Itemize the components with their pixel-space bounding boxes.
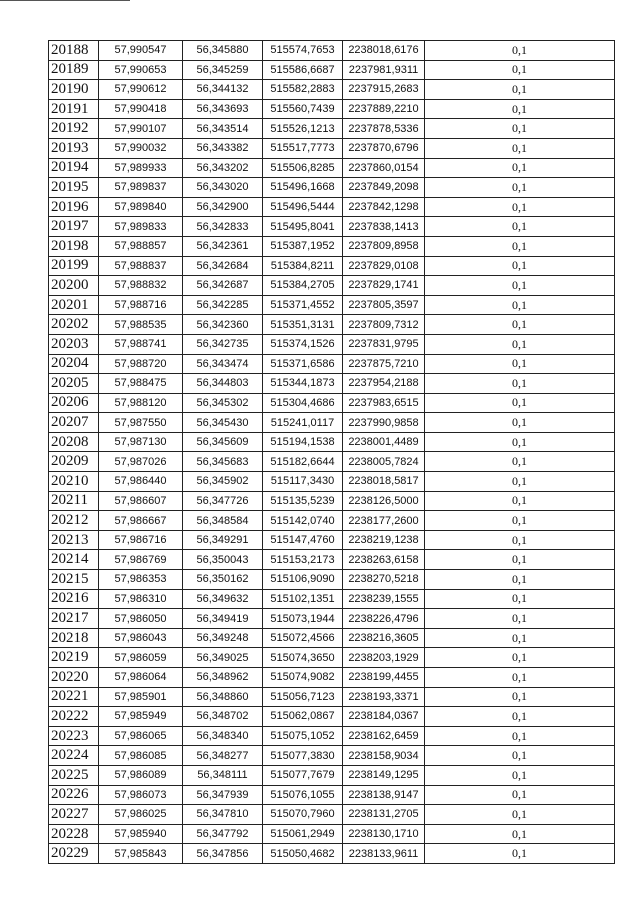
x-coordinate-cell: 515076,1055 — [263, 785, 343, 805]
latitude-cell: 57,986059 — [99, 648, 183, 668]
x-coordinate-cell: 515056,7123 — [263, 687, 343, 707]
longitude-cell: 56,348584 — [183, 511, 263, 531]
accuracy-cell: 0,1 — [425, 746, 615, 766]
y-coordinate-cell: 2237805,3597 — [343, 295, 425, 315]
point-number-cell: 20224 — [49, 746, 99, 766]
accuracy-cell: 0,1 — [425, 413, 615, 433]
x-coordinate-cell: 515526,1213 — [263, 119, 343, 139]
table-row — [49, 668, 615, 688]
y-coordinate-cell: 2237849,2098 — [343, 178, 425, 198]
table-row — [49, 687, 615, 707]
y-coordinate-cell: 2237915,2683 — [343, 80, 425, 100]
y-coordinate-cell: 2237842,1298 — [343, 197, 425, 217]
latitude-cell: 57,988741 — [99, 334, 183, 354]
latitude-cell: 57,986716 — [99, 530, 183, 550]
y-coordinate-cell: 2238239,1555 — [343, 589, 425, 609]
longitude-cell: 56,347726 — [183, 491, 263, 511]
latitude-cell: 57,986667 — [99, 511, 183, 531]
x-coordinate-cell: 515496,5444 — [263, 197, 343, 217]
x-coordinate-cell: 515074,3650 — [263, 648, 343, 668]
table-row — [49, 99, 615, 119]
point-number-cell: 20199 — [49, 256, 99, 276]
point-number-cell: 20198 — [49, 236, 99, 256]
accuracy-cell: 0,1 — [425, 41, 615, 61]
accuracy-cell: 0,1 — [425, 393, 615, 413]
y-coordinate-cell: 2238149,1295 — [343, 765, 425, 785]
latitude-cell: 57,989833 — [99, 217, 183, 237]
x-coordinate-cell: 515574,7653 — [263, 41, 343, 61]
y-coordinate-cell: 2238138,9147 — [343, 785, 425, 805]
longitude-cell: 56,342360 — [183, 315, 263, 335]
point-number-cell: 20209 — [49, 452, 99, 472]
x-coordinate-cell: 515384,8211 — [263, 256, 343, 276]
latitude-cell: 57,986769 — [99, 550, 183, 570]
y-coordinate-cell: 2237983,6515 — [343, 393, 425, 413]
accuracy-cell: 0,1 — [425, 374, 615, 394]
longitude-cell: 56,342900 — [183, 197, 263, 217]
table-row — [49, 393, 615, 413]
accuracy-cell: 0,1 — [425, 80, 615, 100]
x-coordinate-cell: 515496,1668 — [263, 178, 343, 198]
latitude-cell: 57,985940 — [99, 824, 183, 844]
longitude-cell: 56,345683 — [183, 452, 263, 472]
latitude-cell: 57,988832 — [99, 276, 183, 296]
longitude-cell: 56,348962 — [183, 668, 263, 688]
coordinates-table — [48, 40, 615, 864]
longitude-cell: 56,342687 — [183, 276, 263, 296]
y-coordinate-cell: 2238162,6459 — [343, 726, 425, 746]
accuracy-cell: 0,1 — [425, 452, 615, 472]
latitude-cell: 57,987550 — [99, 413, 183, 433]
table-row — [49, 256, 615, 276]
point-number-cell: 20206 — [49, 393, 99, 413]
y-coordinate-cell: 2238203,1929 — [343, 648, 425, 668]
x-coordinate-cell: 515560,7439 — [263, 99, 343, 119]
y-coordinate-cell: 2238184,0367 — [343, 707, 425, 727]
y-coordinate-cell: 2237889,2210 — [343, 99, 425, 119]
table-row — [49, 41, 615, 61]
point-number-cell: 20202 — [49, 315, 99, 335]
accuracy-cell: 0,1 — [425, 530, 615, 550]
latitude-cell: 57,986607 — [99, 491, 183, 511]
accuracy-cell: 0,1 — [425, 707, 615, 727]
latitude-cell: 57,988857 — [99, 236, 183, 256]
y-coordinate-cell: 2238219,1238 — [343, 530, 425, 550]
point-number-cell: 20227 — [49, 805, 99, 825]
y-coordinate-cell: 2237829,1741 — [343, 276, 425, 296]
table-row — [49, 550, 615, 570]
table-row — [49, 119, 615, 139]
point-number-cell: 20229 — [49, 844, 99, 864]
table-row — [49, 844, 615, 864]
table-row — [49, 589, 615, 609]
table-row — [49, 628, 615, 648]
point-number-cell: 20188 — [49, 41, 99, 61]
x-coordinate-cell: 515371,4552 — [263, 295, 343, 315]
point-number-cell: 20208 — [49, 432, 99, 452]
longitude-cell: 56,342361 — [183, 236, 263, 256]
latitude-cell: 57,986440 — [99, 472, 183, 492]
longitude-cell: 56,345259 — [183, 60, 263, 80]
latitude-cell: 57,990107 — [99, 119, 183, 139]
table-row — [49, 746, 615, 766]
point-number-cell: 20201 — [49, 295, 99, 315]
accuracy-cell: 0,1 — [425, 668, 615, 688]
y-coordinate-cell: 2238177,2600 — [343, 511, 425, 531]
y-coordinate-cell: 2238005,7824 — [343, 452, 425, 472]
x-coordinate-cell: 515194,1538 — [263, 432, 343, 452]
latitude-cell: 57,986050 — [99, 609, 183, 629]
longitude-cell: 56,344132 — [183, 80, 263, 100]
longitude-cell: 56,343020 — [183, 178, 263, 198]
table-row — [49, 530, 615, 550]
table-row — [49, 824, 615, 844]
longitude-cell: 56,345880 — [183, 41, 263, 61]
accuracy-cell: 0,1 — [425, 550, 615, 570]
longitude-cell: 56,343693 — [183, 99, 263, 119]
x-coordinate-cell: 515586,6687 — [263, 60, 343, 80]
y-coordinate-cell: 2237878,5336 — [343, 119, 425, 139]
x-coordinate-cell: 515374,1526 — [263, 334, 343, 354]
accuracy-cell: 0,1 — [425, 824, 615, 844]
point-number-cell: 20214 — [49, 550, 99, 570]
longitude-cell: 56,348860 — [183, 687, 263, 707]
point-number-cell: 20193 — [49, 138, 99, 158]
longitude-cell: 56,348340 — [183, 726, 263, 746]
y-coordinate-cell: 2237829,0108 — [343, 256, 425, 276]
latitude-cell: 57,988720 — [99, 354, 183, 374]
y-coordinate-cell: 2238133,9611 — [343, 844, 425, 864]
x-coordinate-cell: 515135,5239 — [263, 491, 343, 511]
x-coordinate-cell: 515495,8041 — [263, 217, 343, 237]
point-number-cell: 20203 — [49, 334, 99, 354]
longitude-cell: 56,350043 — [183, 550, 263, 570]
x-coordinate-cell: 515072,4566 — [263, 628, 343, 648]
point-number-cell: 20210 — [49, 472, 99, 492]
accuracy-cell: 0,1 — [425, 99, 615, 119]
y-coordinate-cell: 2238126,5000 — [343, 491, 425, 511]
latitude-cell: 57,986353 — [99, 570, 183, 590]
accuracy-cell: 0,1 — [425, 256, 615, 276]
longitude-cell: 56,342833 — [183, 217, 263, 237]
y-coordinate-cell: 2238130,1710 — [343, 824, 425, 844]
page-top-rule — [0, 0, 130, 1]
latitude-cell: 57,986085 — [99, 746, 183, 766]
accuracy-cell: 0,1 — [425, 432, 615, 452]
y-coordinate-cell: 2237981,9311 — [343, 60, 425, 80]
latitude-cell: 57,987130 — [99, 432, 183, 452]
x-coordinate-cell: 515102,1351 — [263, 589, 343, 609]
latitude-cell: 57,986310 — [99, 589, 183, 609]
latitude-cell: 57,989837 — [99, 178, 183, 198]
longitude-cell: 56,343382 — [183, 138, 263, 158]
x-coordinate-cell: 515117,3430 — [263, 472, 343, 492]
table-row — [49, 648, 615, 668]
table-row — [49, 570, 615, 590]
latitude-cell: 57,986089 — [99, 765, 183, 785]
y-coordinate-cell: 2237870,6796 — [343, 138, 425, 158]
latitude-cell: 57,990653 — [99, 60, 183, 80]
point-number-cell: 20225 — [49, 765, 99, 785]
coordinates-table-body — [49, 41, 615, 864]
accuracy-cell: 0,1 — [425, 178, 615, 198]
latitude-cell: 57,988837 — [99, 256, 183, 276]
latitude-cell: 57,988120 — [99, 393, 183, 413]
latitude-cell: 57,986064 — [99, 668, 183, 688]
latitude-cell: 57,990032 — [99, 138, 183, 158]
latitude-cell: 57,988716 — [99, 295, 183, 315]
y-coordinate-cell: 2237875,7210 — [343, 354, 425, 374]
point-number-cell: 20217 — [49, 609, 99, 629]
longitude-cell: 56,349025 — [183, 648, 263, 668]
x-coordinate-cell: 515506,8285 — [263, 158, 343, 178]
x-coordinate-cell: 515050,4682 — [263, 844, 343, 864]
longitude-cell: 56,347792 — [183, 824, 263, 844]
table-row — [49, 374, 615, 394]
point-number-cell: 20220 — [49, 668, 99, 688]
table-row — [49, 178, 615, 198]
point-number-cell: 20200 — [49, 276, 99, 296]
point-number-cell: 20190 — [49, 80, 99, 100]
longitude-cell: 56,349291 — [183, 530, 263, 550]
x-coordinate-cell: 515371,6586 — [263, 354, 343, 374]
longitude-cell: 56,349632 — [183, 589, 263, 609]
x-coordinate-cell: 515074,9082 — [263, 668, 343, 688]
table-row — [49, 60, 615, 80]
point-number-cell: 20207 — [49, 413, 99, 433]
longitude-cell: 56,343514 — [183, 119, 263, 139]
latitude-cell: 57,985843 — [99, 844, 183, 864]
longitude-cell: 56,350162 — [183, 570, 263, 590]
longitude-cell: 56,342684 — [183, 256, 263, 276]
accuracy-cell: 0,1 — [425, 60, 615, 80]
accuracy-cell: 0,1 — [425, 334, 615, 354]
latitude-cell: 57,990547 — [99, 41, 183, 61]
x-coordinate-cell: 515241,0117 — [263, 413, 343, 433]
table-row — [49, 158, 615, 178]
table-row — [49, 354, 615, 374]
latitude-cell: 57,986073 — [99, 785, 183, 805]
table-row — [49, 452, 615, 472]
longitude-cell: 56,348702 — [183, 707, 263, 727]
longitude-cell: 56,343474 — [183, 354, 263, 374]
y-coordinate-cell: 2238193,3371 — [343, 687, 425, 707]
x-coordinate-cell: 515061,2949 — [263, 824, 343, 844]
point-number-cell: 20197 — [49, 217, 99, 237]
table-row — [49, 765, 615, 785]
y-coordinate-cell: 2237831,9795 — [343, 334, 425, 354]
x-coordinate-cell: 515384,2705 — [263, 276, 343, 296]
y-coordinate-cell: 2237860,0154 — [343, 158, 425, 178]
latitude-cell: 57,987026 — [99, 452, 183, 472]
longitude-cell: 56,342285 — [183, 295, 263, 315]
table-row — [49, 295, 615, 315]
point-number-cell: 20223 — [49, 726, 99, 746]
table-row — [49, 138, 615, 158]
longitude-cell: 56,345609 — [183, 432, 263, 452]
point-number-cell: 20228 — [49, 824, 99, 844]
x-coordinate-cell: 515106,9090 — [263, 570, 343, 590]
latitude-cell: 57,989840 — [99, 197, 183, 217]
y-coordinate-cell: 2237838,1413 — [343, 217, 425, 237]
longitude-cell: 56,345430 — [183, 413, 263, 433]
latitude-cell: 57,986025 — [99, 805, 183, 825]
accuracy-cell: 0,1 — [425, 726, 615, 746]
x-coordinate-cell: 515077,3830 — [263, 746, 343, 766]
point-number-cell: 20205 — [49, 374, 99, 394]
table-row — [49, 609, 615, 629]
accuracy-cell: 0,1 — [425, 589, 615, 609]
y-coordinate-cell: 2237809,7312 — [343, 315, 425, 335]
accuracy-cell: 0,1 — [425, 648, 615, 668]
point-number-cell: 20192 — [49, 119, 99, 139]
latitude-cell: 57,985949 — [99, 707, 183, 727]
table-row — [49, 785, 615, 805]
y-coordinate-cell: 2238131,2705 — [343, 805, 425, 825]
accuracy-cell: 0,1 — [425, 844, 615, 864]
longitude-cell: 56,347856 — [183, 844, 263, 864]
accuracy-cell: 0,1 — [425, 217, 615, 237]
table-row — [49, 315, 615, 335]
y-coordinate-cell: 2238001,4489 — [343, 432, 425, 452]
x-coordinate-cell: 515153,2173 — [263, 550, 343, 570]
y-coordinate-cell: 2237809,8958 — [343, 236, 425, 256]
x-coordinate-cell: 515387,1952 — [263, 236, 343, 256]
table-row — [49, 491, 615, 511]
longitude-cell: 56,345902 — [183, 472, 263, 492]
table-row — [49, 217, 615, 237]
accuracy-cell: 0,1 — [425, 315, 615, 335]
accuracy-cell: 0,1 — [425, 609, 615, 629]
latitude-cell: 57,986043 — [99, 628, 183, 648]
longitude-cell: 56,347810 — [183, 805, 263, 825]
table-row — [49, 472, 615, 492]
accuracy-cell: 0,1 — [425, 628, 615, 648]
point-number-cell: 20219 — [49, 648, 99, 668]
y-coordinate-cell: 2238199,4455 — [343, 668, 425, 688]
accuracy-cell: 0,1 — [425, 354, 615, 374]
table-row — [49, 236, 615, 256]
point-number-cell: 20215 — [49, 570, 99, 590]
table-row — [49, 334, 615, 354]
longitude-cell: 56,345302 — [183, 393, 263, 413]
accuracy-cell: 0,1 — [425, 570, 615, 590]
x-coordinate-cell: 515344,1873 — [263, 374, 343, 394]
y-coordinate-cell: 2237990,9858 — [343, 413, 425, 433]
accuracy-cell: 0,1 — [425, 785, 615, 805]
point-number-cell: 20221 — [49, 687, 99, 707]
point-number-cell: 20222 — [49, 707, 99, 727]
x-coordinate-cell: 515351,3131 — [263, 315, 343, 335]
x-coordinate-cell: 515582,2883 — [263, 80, 343, 100]
x-coordinate-cell: 515070,7960 — [263, 805, 343, 825]
y-coordinate-cell: 2238216,3605 — [343, 628, 425, 648]
point-number-cell: 20218 — [49, 628, 99, 648]
longitude-cell: 56,349419 — [183, 609, 263, 629]
point-number-cell: 20211 — [49, 491, 99, 511]
x-coordinate-cell: 515062,0867 — [263, 707, 343, 727]
longitude-cell: 56,342735 — [183, 334, 263, 354]
latitude-cell: 57,990612 — [99, 80, 183, 100]
point-number-cell: 20212 — [49, 511, 99, 531]
longitude-cell: 56,343202 — [183, 158, 263, 178]
table-row — [49, 432, 615, 452]
table-row — [49, 413, 615, 433]
accuracy-cell: 0,1 — [425, 765, 615, 785]
point-number-cell: 20216 — [49, 589, 99, 609]
accuracy-cell: 0,1 — [425, 295, 615, 315]
accuracy-cell: 0,1 — [425, 491, 615, 511]
latitude-cell: 57,988475 — [99, 374, 183, 394]
y-coordinate-cell: 2238018,5817 — [343, 472, 425, 492]
y-coordinate-cell: 2238226,4796 — [343, 609, 425, 629]
latitude-cell: 57,989933 — [99, 158, 183, 178]
x-coordinate-cell: 515075,1052 — [263, 726, 343, 746]
y-coordinate-cell: 2238158,9034 — [343, 746, 425, 766]
longitude-cell: 56,347939 — [183, 785, 263, 805]
point-number-cell: 20213 — [49, 530, 99, 550]
latitude-cell: 57,988535 — [99, 315, 183, 335]
y-coordinate-cell: 2237954,2188 — [343, 374, 425, 394]
latitude-cell: 57,990418 — [99, 99, 183, 119]
point-number-cell: 20204 — [49, 354, 99, 374]
accuracy-cell: 0,1 — [425, 158, 615, 178]
x-coordinate-cell: 515182,6644 — [263, 452, 343, 472]
longitude-cell: 56,344803 — [183, 374, 263, 394]
longitude-cell: 56,348277 — [183, 746, 263, 766]
point-number-cell: 20191 — [49, 99, 99, 119]
point-number-cell: 20195 — [49, 178, 99, 198]
table-row — [49, 805, 615, 825]
point-number-cell: 20189 — [49, 60, 99, 80]
y-coordinate-cell: 2238018,6176 — [343, 41, 425, 61]
longitude-cell: 56,349248 — [183, 628, 263, 648]
table-row — [49, 80, 615, 100]
point-number-cell: 20194 — [49, 158, 99, 178]
latitude-cell: 57,985901 — [99, 687, 183, 707]
x-coordinate-cell: 515073,1944 — [263, 609, 343, 629]
table-row — [49, 197, 615, 217]
x-coordinate-cell: 515304,4686 — [263, 393, 343, 413]
accuracy-cell: 0,1 — [425, 276, 615, 296]
latitude-cell: 57,986065 — [99, 726, 183, 746]
accuracy-cell: 0,1 — [425, 197, 615, 217]
y-coordinate-cell: 2238263,6158 — [343, 550, 425, 570]
point-number-cell: 20196 — [49, 197, 99, 217]
accuracy-cell: 0,1 — [425, 119, 615, 139]
accuracy-cell: 0,1 — [425, 511, 615, 531]
accuracy-cell: 0,1 — [425, 687, 615, 707]
longitude-cell: 56,348111 — [183, 765, 263, 785]
x-coordinate-cell: 515517,7773 — [263, 138, 343, 158]
accuracy-cell: 0,1 — [425, 138, 615, 158]
x-coordinate-cell: 515077,7679 — [263, 765, 343, 785]
x-coordinate-cell: 515142,0740 — [263, 511, 343, 531]
table-row — [49, 511, 615, 531]
table-row — [49, 726, 615, 746]
accuracy-cell: 0,1 — [425, 472, 615, 492]
y-coordinate-cell: 2238270,5218 — [343, 570, 425, 590]
point-number-cell: 20226 — [49, 785, 99, 805]
x-coordinate-cell: 515147,4760 — [263, 530, 343, 550]
accuracy-cell: 0,1 — [425, 805, 615, 825]
accuracy-cell: 0,1 — [425, 236, 615, 256]
table-row — [49, 276, 615, 296]
table-row — [49, 707, 615, 727]
